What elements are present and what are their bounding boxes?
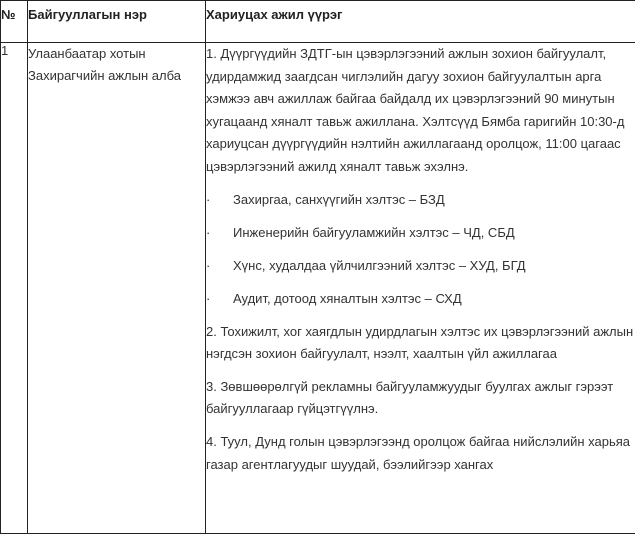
row-number: 1 <box>1 43 28 534</box>
duty-paragraph: 3. Зөвшөөрөлгүй рекламны байгууламжуудыг буулгах ажлыг гэрээт байгууллагаар гүйцэтгүүлнэ. <box>206 376 635 421</box>
duty-cell <box>206 43 635 534</box>
department-assignment: Захиргаа, санхүүгийн хэлтэс – БЗД <box>233 192 445 207</box>
header-duty: Хариуцах ажил үүрэг <box>206 1 635 43</box>
duty-paragraph: 1. Дүүргүүдийн ЗДТГ-ын цэвэрлэгээний ажлын зохион байгуулалт, удирдамжид заагдсан чиглэлийн дагуу зохион байгуулалтын арга хэмжээ авч ажиллаж байгаа байдалд их цэвэрлэгээний 90 минутын хугацаанд хяналт тавьж ажиллана. Хэлтсүүд Бямба гаригийн 10:30-д хариуцсан дүүргүүдийн нэлтийн ажиллагаанд оролцож, 11:00 цагаас цэвэрлэгээний ажилд хяналт тавьж эхэлнэ. <box>206 43 635 179</box>
duty-paragraph: 2. Тохижилт, хог хаягдлын удирдлагын хэлтэс их цэвэрлэгээний ажлын нэгдсэн зохион байгуулалт, нээлт, хаалтын үйл ажиллагаа <box>206 321 635 366</box>
department-list-item <box>206 222 635 244</box>
department-list <box>206 189 635 310</box>
table-row <box>1 43 635 534</box>
bullet-icon: · <box>206 288 216 310</box>
department-list-item <box>206 288 635 310</box>
department-assignment: Аудит, дотоод хяналтын хэлтэс – СХД <box>233 291 462 306</box>
department-list-item <box>206 189 635 211</box>
header-organization: Байгууллагын нэр <box>28 1 206 43</box>
organization-name: Улаанбаатар хотын Захирагчийн ажлын алба <box>28 43 206 534</box>
duty-paragraph: 4. Туул, Дунд голын цэвэрлэгээнд оролцож байгаа нийслэлийн харьяа газар агентлагуудыг шуудай, бээлийгээр хангах <box>206 431 635 476</box>
bullet-icon: · <box>206 222 216 244</box>
department-assignment: Инженерийн байгууламжийн хэлтэс – ЧД, СБД <box>233 225 515 240</box>
bullet-icon: · <box>206 255 216 277</box>
table-header-row <box>1 1 635 43</box>
department-assignment: Хүнс, худалдаа үйлчилгээний хэлтэс – ХУД, БГД <box>233 258 526 273</box>
department-list-item <box>206 255 635 277</box>
bullet-icon: · <box>206 189 216 211</box>
header-number: № <box>1 1 28 43</box>
